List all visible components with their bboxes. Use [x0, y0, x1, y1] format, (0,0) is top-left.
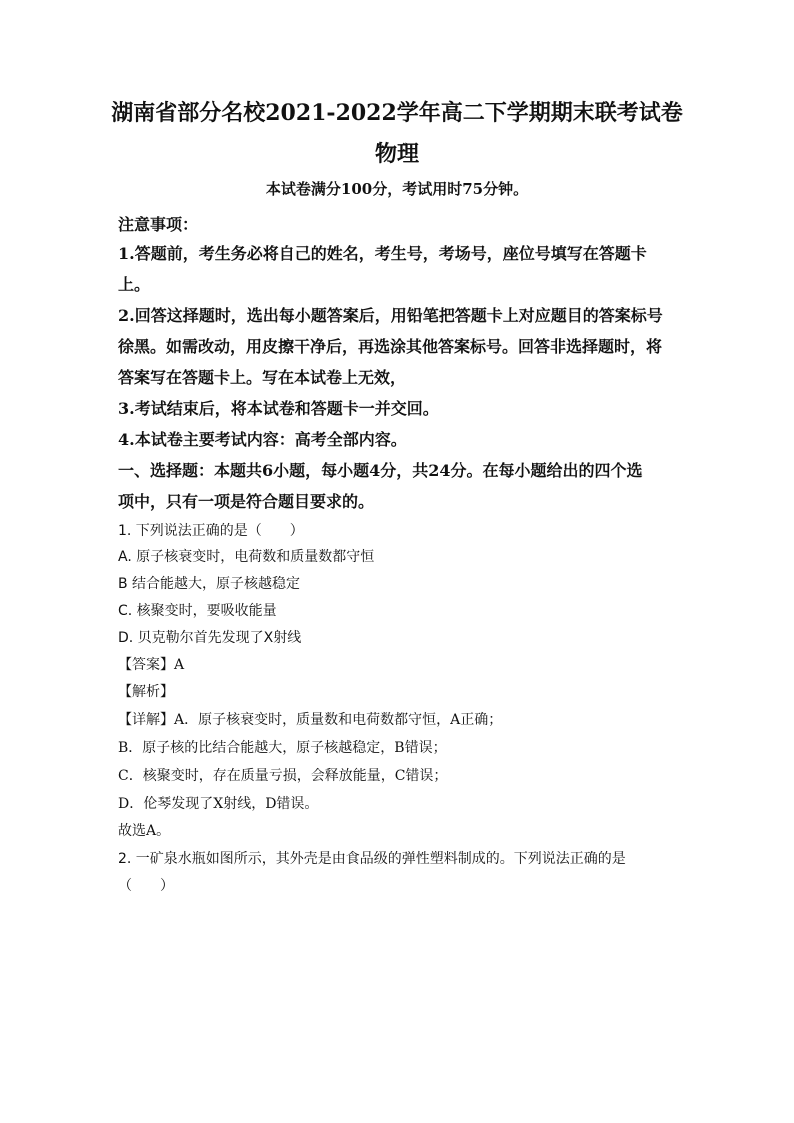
question-1-detail: B．原子核的比结合能越大，原子核越稳定，B错误； — [118, 740, 447, 756]
question-2-stem-cont: （ ） — [118, 878, 174, 894]
notes-heading: 注意事项： — [118, 215, 199, 234]
exam-title: 湖南省部分名校2021-2022学年高二下学期期末联考试卷 — [111, 100, 683, 126]
question-1-option-c: C. 核聚变时，要吸收能量 — [118, 603, 277, 619]
note-line: 2.回答这择题时，选出每小题答案后，用铅笔把答题卡上对应题目的答案标号 — [118, 306, 663, 325]
question-2-stem: 2. 一矿泉水瓶如图所示，其外壳是由食品级的弹性塑料制成的。下列说法正确的是 — [118, 851, 626, 867]
note-line: 徐黑。如需改动，用皮擦干净后，再选涂其他答案标号。回答非选择题时，将 — [118, 337, 663, 356]
question-1-conclusion: 故选A。 — [118, 823, 171, 839]
note-line: 3.考试结束后，将本试卷和答题卡一并交回。 — [118, 399, 439, 418]
question-1-option-a: A. 原子核衰变时，电荷数和质量数都守恒 — [118, 549, 375, 565]
note-line: 4.本试卷主要考试内容：高考全部内容。 — [118, 430, 407, 449]
note-line: 上。 — [118, 275, 151, 294]
question-1-detail: C．核聚变时，存在质量亏损，会释放能量，C错误； — [118, 768, 448, 784]
subject-title: 物理 — [374, 141, 419, 167]
section-heading: 一、选择题：本题共6小题，每小题4分，共24分。在每小题给出的四个选 — [118, 461, 643, 480]
note-line: 1.答题前，考生务必将自己的姓名，考生号，考场号，座位号填写在答题卡 — [118, 244, 647, 263]
question-1-answer: 【答案】A — [118, 657, 185, 673]
question-1-detail: D．伦琴发现了X射线，D错误。 — [118, 796, 319, 812]
note-line: 答案写在答题卡上。写在本试卷上无效， — [118, 368, 407, 387]
question-1-option-d: D. 贝克勒尔首先发现了X射线 — [118, 630, 302, 646]
question-1-option-b: B 结合能越大，原子核越稳定 — [118, 576, 301, 592]
question-1-detail: 【详解】A．原子核衰变时，质量数和电荷数都守恒，A正确； — [118, 712, 503, 728]
exam-info: 本试卷满分100分，考试用时75分钟。 — [265, 180, 529, 198]
section-heading: 项中，只有一项是符合题目要求的。 — [118, 492, 375, 511]
question-1-analysis-label: 【解析】 — [118, 684, 174, 700]
question-1-stem: 1. 下列说法正确的是（ ） — [118, 523, 304, 539]
